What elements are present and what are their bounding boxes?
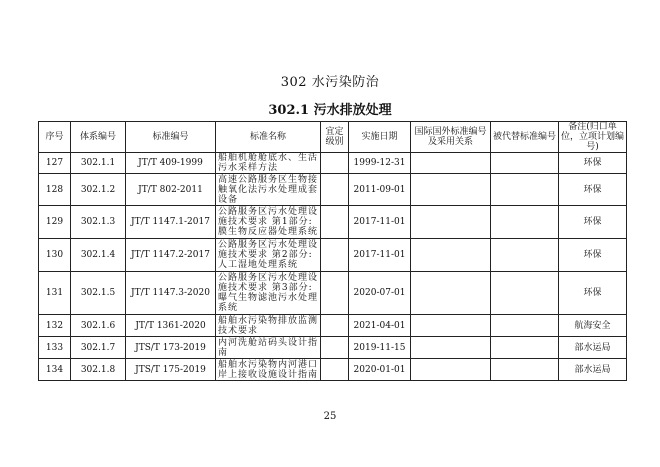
table-row	[39, 359, 627, 381]
header-standard-code: 标准编号	[126, 122, 216, 153]
cell-standard-code: JTS/T 173-2019	[126, 337, 216, 359]
cell-index: 127	[39, 153, 71, 174]
header-intl: 国际国外标准编号及采用关系	[411, 122, 491, 153]
cell-standard-name: 高速公路服务区生物接触氧化法污水处理成套设备	[216, 174, 321, 206]
cell-index: 128	[39, 174, 71, 206]
section-name: 水污染防治	[311, 75, 380, 90]
cell-date: 1999-12-31	[349, 153, 411, 174]
cell-intl	[411, 337, 491, 359]
table-row	[39, 174, 627, 206]
cell-replaced	[491, 153, 559, 174]
cell-index: 130	[39, 239, 71, 272]
cell-standard-code: JT/T 1147.2-2017	[126, 239, 216, 272]
cell-level	[321, 239, 349, 272]
cell-date: 2017-11-01	[349, 206, 411, 239]
cell-standard-name: 公路服务区污水处理设施技术要求 第3部分:曝气生物滤池污水处理系统	[216, 272, 321, 315]
cell-intl	[411, 206, 491, 239]
cell-system-code: 302.1.4	[71, 239, 126, 272]
cell-level	[321, 206, 349, 239]
section-number: 302	[280, 75, 308, 90]
cell-intl	[411, 315, 491, 337]
table-header-row	[39, 122, 627, 153]
cell-standard-code: JT/T 1361-2020	[126, 315, 216, 337]
cell-index: 133	[39, 337, 71, 359]
cell-system-code: 302.1.2	[71, 174, 126, 206]
header-level: 宜定级别	[321, 122, 349, 153]
cell-replaced	[491, 315, 559, 337]
subsection-name: 污水排放处理	[313, 103, 392, 118]
header-index: 序号	[39, 122, 71, 153]
subsection-number: 302.1	[268, 103, 310, 118]
standards-table	[38, 121, 627, 381]
cell-standard-code: JT/T 1147.1-2017	[126, 206, 216, 239]
cell-standard-code: JT/T 1147.3-2020	[126, 272, 216, 315]
subsection-title	[0, 99, 660, 118]
cell-index: 129	[39, 206, 71, 239]
cell-note: 环保	[559, 239, 627, 272]
cell-system-code: 302.1.3	[71, 206, 126, 239]
table-row	[39, 239, 627, 272]
cell-intl	[411, 359, 491, 381]
cell-standard-name: 内河洗舱站码头设计指南	[216, 337, 321, 359]
header-system-code: 体系编号	[71, 122, 126, 153]
cell-date: 2020-01-01	[349, 359, 411, 381]
table-row	[39, 153, 627, 174]
cell-level	[321, 272, 349, 315]
cell-standard-name: 船舶水污染物排放监测技术要求	[216, 315, 321, 337]
header-replaced: 被代替标准编号	[491, 122, 559, 153]
cell-standard-code: JT/T 409-1999	[126, 153, 216, 174]
cell-date: 2011-09-01	[349, 174, 411, 206]
cell-intl	[411, 272, 491, 315]
cell-date: 2021-04-01	[349, 315, 411, 337]
cell-standard-name: 公路服务区污水处理设施技术要求 第1部分:膜生物反应器处理系统	[216, 206, 321, 239]
header-date: 实施日期	[349, 122, 411, 153]
cell-standard-code: JT/T 802-2011	[126, 174, 216, 206]
cell-replaced	[491, 174, 559, 206]
table-row	[39, 315, 627, 337]
cell-date: 2020-07-01	[349, 272, 411, 315]
cell-intl	[411, 174, 491, 206]
cell-replaced	[491, 337, 559, 359]
page-number: 25	[323, 411, 337, 422]
cell-index: 131	[39, 272, 71, 315]
table-row	[39, 337, 627, 359]
cell-standard-name: 公路服务区污水处理设施技术要求 第2部分:人工湿地处理系统	[216, 239, 321, 272]
cell-level	[321, 337, 349, 359]
cell-index: 132	[39, 315, 71, 337]
header-note: 备注(归口单位，立项计划编号)	[559, 122, 627, 153]
cell-intl	[411, 239, 491, 272]
cell-note: 航海安全	[559, 315, 627, 337]
cell-note: 环保	[559, 272, 627, 315]
cell-date: 2017-11-01	[349, 239, 411, 272]
cell-standard-name: 船舶机舱舱底水、生活污水采样方法	[216, 153, 321, 174]
cell-replaced	[491, 359, 559, 381]
cell-replaced	[491, 206, 559, 239]
cell-note: 环保	[559, 174, 627, 206]
cell-level	[321, 174, 349, 206]
table-row	[39, 272, 627, 315]
header-standard-name: 标准名称	[216, 122, 321, 153]
cell-system-code: 302.1.1	[71, 153, 126, 174]
cell-level	[321, 359, 349, 381]
cell-system-code: 302.1.8	[71, 359, 126, 381]
cell-note: 环保	[559, 206, 627, 239]
cell-standard-code: JTS/T 175-2019	[126, 359, 216, 381]
cell-system-code: 302.1.7	[71, 337, 126, 359]
cell-replaced	[491, 239, 559, 272]
cell-date: 2019-11-15	[349, 337, 411, 359]
cell-note: 环保	[559, 153, 627, 174]
cell-system-code: 302.1.6	[71, 315, 126, 337]
section-title	[0, 71, 660, 90]
cell-replaced	[491, 272, 559, 315]
cell-standard-name: 船舶水污染物内河港口岸上接收设施设计指南	[216, 359, 321, 381]
cell-index: 134	[39, 359, 71, 381]
table-row	[39, 206, 627, 239]
cell-intl	[411, 153, 491, 174]
cell-level	[321, 315, 349, 337]
cell-level	[321, 153, 349, 174]
cell-system-code: 302.1.5	[71, 272, 126, 315]
cell-note: 部水运局	[559, 337, 627, 359]
cell-note: 部水运局	[559, 359, 627, 381]
